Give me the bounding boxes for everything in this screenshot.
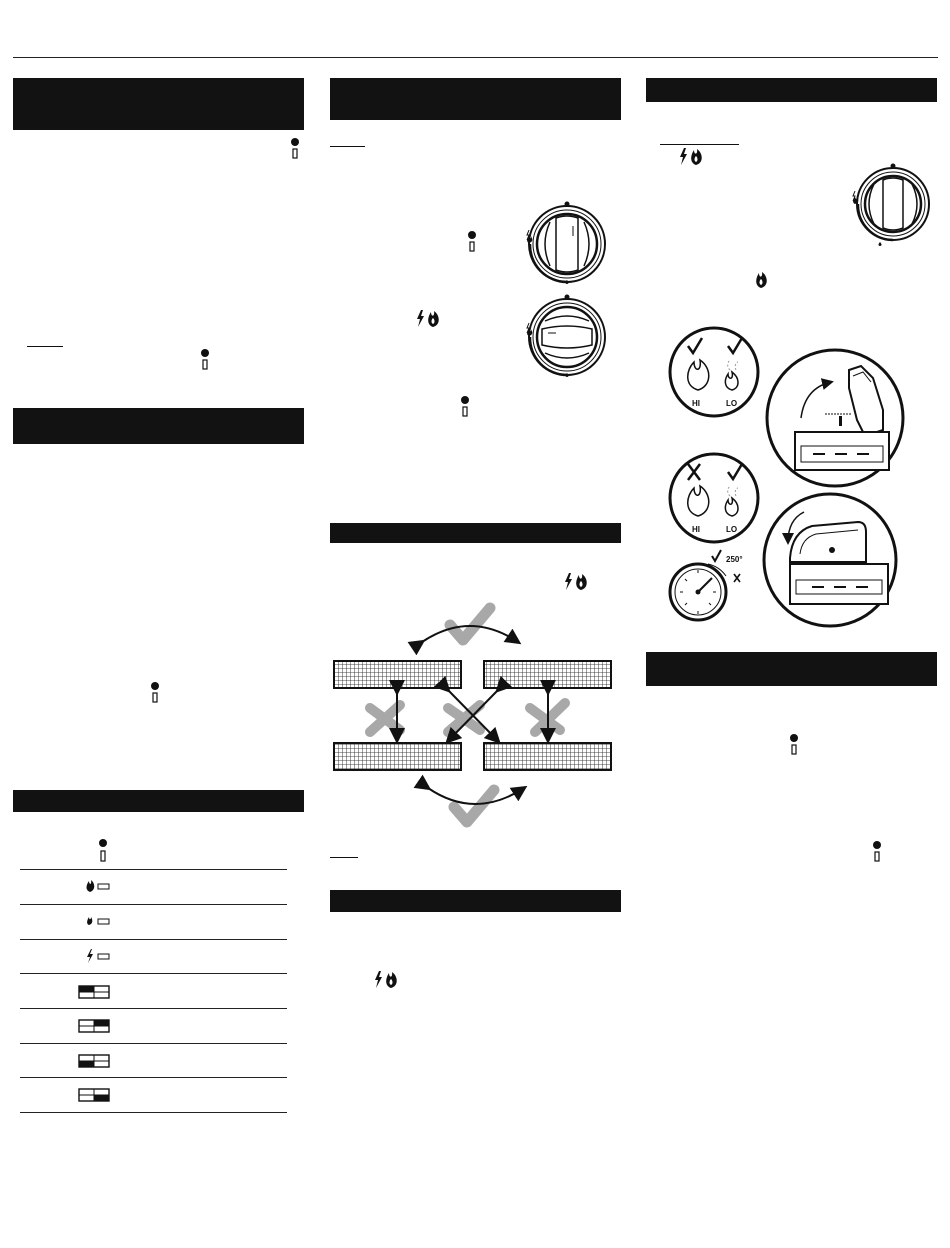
hi-lo-warning-illustration — [668, 452, 760, 544]
hi-label: HI — [692, 399, 700, 408]
power-led-icon — [458, 395, 472, 419]
power-led-icon — [288, 137, 302, 161]
power-led-icon — [148, 681, 162, 705]
table-row-divider — [20, 973, 287, 974]
section-header-bar — [330, 78, 621, 120]
flame-icon — [753, 270, 769, 290]
section-header-bar — [13, 78, 304, 130]
power-led-icon — [870, 840, 884, 864]
control-knob-illustration — [520, 293, 610, 383]
zone-bottom-right-icon — [78, 1088, 110, 1102]
zone-top-left-icon — [78, 985, 110, 999]
flame-indicator-icon — [84, 878, 112, 894]
table-row-divider — [20, 904, 287, 905]
power-led-icon — [787, 733, 801, 757]
spark-flame-icon — [414, 309, 444, 329]
section-header-bar — [13, 408, 304, 444]
power-led-icon — [96, 838, 110, 864]
note-underline — [330, 146, 365, 147]
small-flame-indicator-icon — [85, 914, 113, 928]
lo-label: LO — [726, 399, 738, 408]
temperature-label: 250° — [726, 555, 743, 564]
table-row-divider — [20, 1112, 287, 1113]
section-header-bar — [330, 890, 621, 912]
section-header-bar — [330, 523, 621, 543]
note-underline — [27, 346, 63, 347]
table-row-divider — [20, 869, 287, 870]
lid-thermometer-illustration — [668, 548, 754, 628]
power-led-icon — [198, 348, 212, 372]
spark-flame-icon — [677, 147, 707, 167]
page-top-rule — [13, 57, 938, 58]
section-header-bar — [13, 790, 304, 812]
hi-label: HI — [692, 525, 700, 534]
table-row-divider — [20, 1008, 287, 1009]
hi-lo-ok-illustration — [668, 326, 760, 418]
table-row-divider — [20, 939, 287, 940]
spark-flame-icon — [372, 970, 402, 990]
power-led-icon — [465, 230, 479, 254]
spark-indicator-icon — [85, 948, 113, 964]
zone-bottom-left-icon — [78, 1054, 110, 1068]
grill-zone-combination-diagram — [330, 600, 620, 830]
table-row-divider — [20, 1043, 287, 1044]
note-underline — [660, 144, 739, 145]
grill-lid-closed-illustration — [760, 492, 900, 630]
zone-top-right-icon — [78, 1019, 110, 1033]
control-knob-illustration — [846, 160, 936, 250]
section-header-bar — [646, 78, 937, 102]
control-knob-illustration — [520, 200, 610, 290]
table-row-divider — [20, 1077, 287, 1078]
grill-lid-open-illustration — [765, 348, 907, 490]
note-underline — [330, 857, 358, 858]
lo-label: LO — [726, 525, 738, 534]
section-header-bar — [646, 652, 937, 686]
spark-flame-icon — [562, 572, 592, 592]
